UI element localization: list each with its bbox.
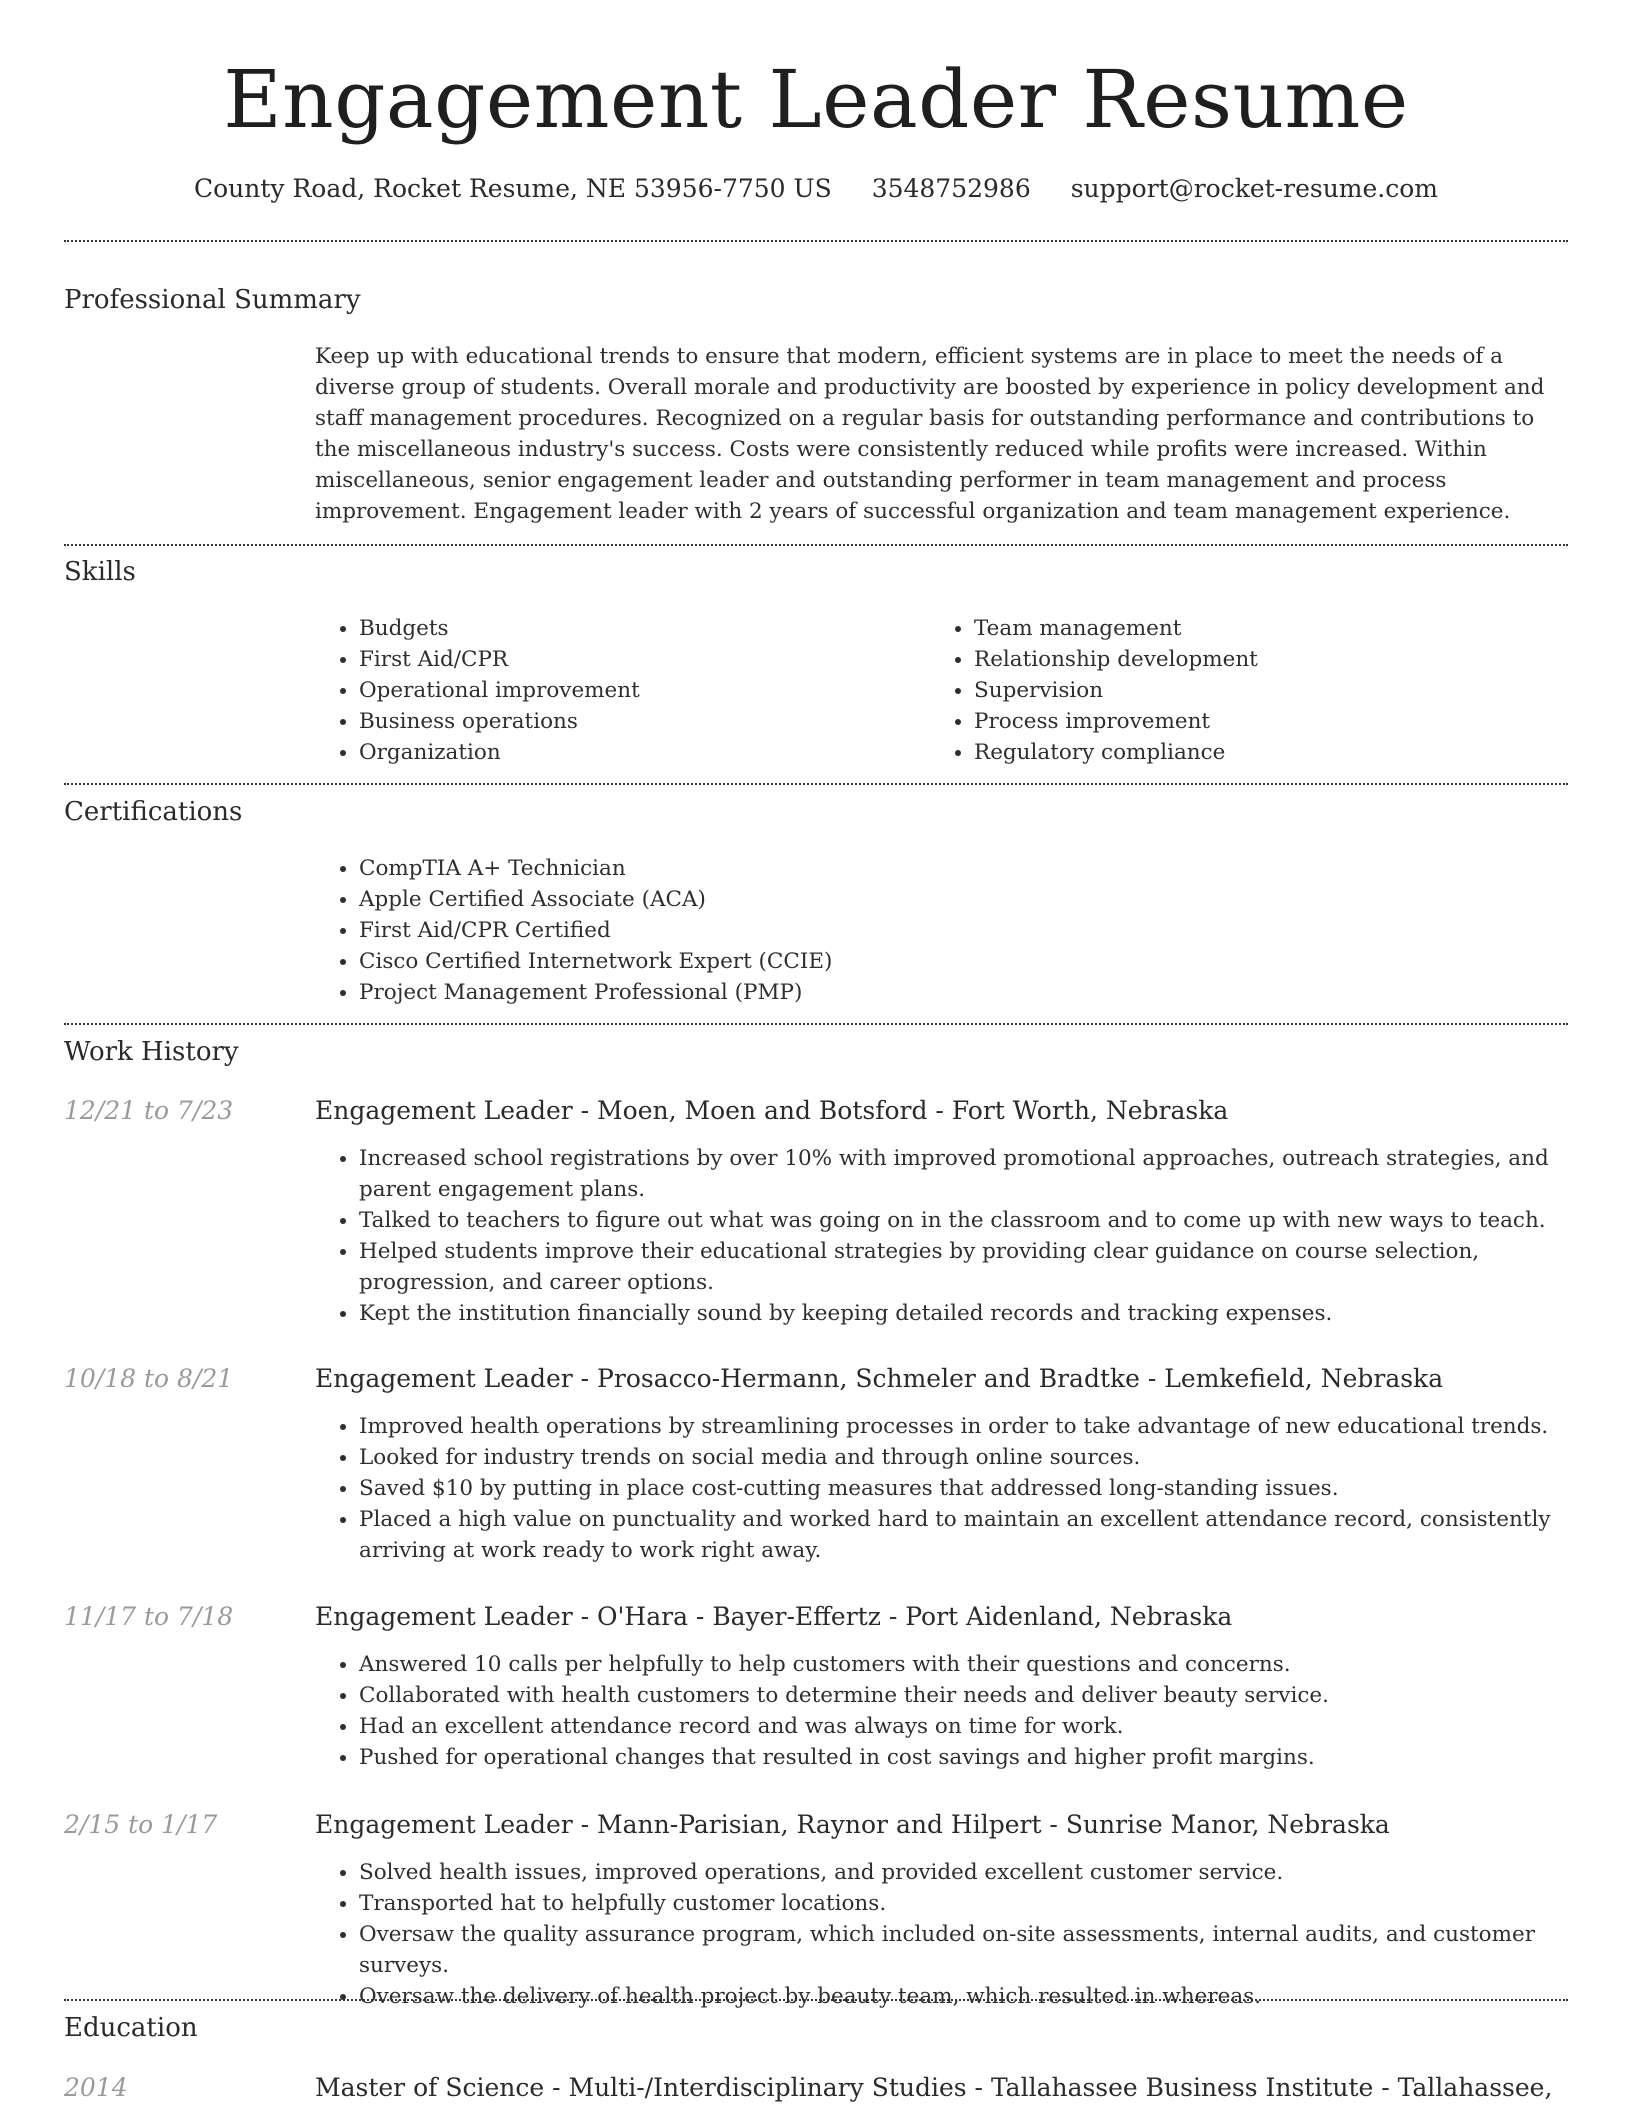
skill-item: • First Aid/CPR — [359, 644, 919, 675]
skill-item: • Regulatory compliance — [974, 737, 1574, 768]
job-dates: 10/18 to 8/21 — [64, 1364, 234, 1393]
job-bullet: • Solved health issues, improved operations, and provided excellent customer service. — [359, 1857, 1614, 1888]
job-heading: Engagement Leader - Mann-Parisian, Raynor and Hilpert - Sunrise Manor, Nebraska — [315, 1810, 1390, 1839]
education-heading: Master of Science - Multi-/Interdisciplinary Studies - Tallahassee Business Institute - Tallahassee, — [315, 2073, 1553, 2102]
job-bullet: • Helped students improve their educational strategies by providing clear guidance on course selection, progression, and career options. — [359, 1236, 1614, 1298]
skill-item: • Operational improvement — [359, 675, 919, 706]
job-bullets — [315, 1649, 1614, 1773]
job-bullet: • Improved health operations by streamlining processes in order to take advantage of new educational trends. — [359, 1411, 1614, 1442]
contact-phone: 3548752986 — [871, 174, 1031, 203]
skill-item: • Supervision — [974, 675, 1574, 706]
job-bullet: • Placed a high value on punctuality and worked hard to maintain an excellent attendance record, consistently arriving at work ready to work right away. — [359, 1504, 1614, 1566]
section-title-summary: Professional Summary — [64, 285, 361, 315]
education-year: 2014 — [64, 2073, 128, 2102]
job-bullets — [315, 1857, 1614, 2012]
job-bullet: • Had an excellent attendance record and was always on time for work. — [359, 1711, 1614, 1742]
skill-item: • Team management — [974, 613, 1574, 644]
divider — [64, 783, 1568, 785]
job-bullet: • Pushed for operational changes that resulted in cost savings and higher profit margins. — [359, 1742, 1614, 1773]
section-title-work-history: Work History — [64, 1037, 239, 1067]
skill-item: • Relationship development — [974, 644, 1574, 675]
certification-item: • Project Management Professional (PMP) — [359, 977, 1614, 1008]
job-bullets — [315, 1143, 1614, 1329]
job-bullet: • Talked to teachers to figure out what was going on in the classroom and to come up with new ways to teach. — [359, 1205, 1614, 1236]
certification-item: • First Aid/CPR Certified — [359, 915, 1614, 946]
section-title-education: Education — [64, 2013, 198, 2043]
skill-item: • Process improvement — [974, 706, 1574, 737]
job-dates: 11/17 to 7/18 — [64, 1602, 234, 1631]
section-title-skills: Skills — [64, 557, 136, 587]
job-bullets — [315, 1411, 1614, 1566]
summary-text: Keep up with educational trends to ensure that modern, efficient systems are in place to meet the needs of a diverse group of students. Overall morale and productivity are boosted by experience in policy development and staff management procedures. Recognized on a regular basis for outstanding performance and contributions to the miscellaneous industry's success. Costs were consistently reduced while profits were increased. Within miscellaneous, senior engagement leader and outstanding performer in team management and process improvement. Engagement leader with 2 years of successful organization and team management experience. — [315, 344, 1545, 524]
section-title-certifications: Certifications — [64, 797, 243, 827]
job-heading: Engagement Leader - Prosacco-Hermann, Schmeler and Bradtke - Lemkefield, Nebraska — [315, 1364, 1444, 1393]
skill-item: • Budgets — [359, 613, 919, 644]
job-bullet: • Kept the institution financially sound by keeping detailed records and tracking expenses. — [359, 1298, 1614, 1329]
skills-list-left — [315, 613, 919, 768]
divider — [64, 1999, 1568, 2001]
divider — [64, 544, 1568, 546]
job-bullet: • Transported hat to helpfully customer locations. — [359, 1888, 1614, 1919]
job-bullet: • Saved $10 by putting in place cost-cutting measures that addressed long-standing issues. — [359, 1473, 1614, 1504]
job-dates: 12/21 to 7/23 — [64, 1096, 234, 1125]
skill-item: • Organization — [359, 737, 919, 768]
divider — [64, 1023, 1568, 1025]
contact-address: County Road, Rocket Resume, NE 53956-7750 US — [193, 174, 832, 203]
job-dates: 2/15 to 1/17 — [64, 1810, 218, 1839]
job-bullet: • Answered 10 calls per helpfully to help customers with their questions and concerns. — [359, 1649, 1614, 1680]
job-bullet: • Oversaw the quality assurance program, which included on-site assessments, internal audits, and customer surveys. — [359, 1919, 1614, 1981]
certification-item: • CompTIA A+ Technician — [359, 853, 1614, 884]
job-bullet: • Oversaw the delivery of health project by beauty team, which resulted in whereas. — [359, 1981, 1614, 2012]
skills-list-right — [930, 613, 1574, 768]
job-bullet: • Looked for industry trends on social media and through online sources. — [359, 1442, 1614, 1473]
certification-item: • Cisco Certified Internetwork Expert (CCIE) — [359, 946, 1614, 977]
job-heading: Engagement Leader - Moen, Moen and Botsford - Fort Worth, Nebraska — [315, 1096, 1229, 1125]
job-bullet: • Collaborated with health customers to determine their needs and deliver beauty service. — [359, 1680, 1614, 1711]
certification-item: • Apple Certified Associate (ACA) — [359, 884, 1614, 915]
contact-line — [0, 172, 1632, 206]
resume-title: Engagement Leader Resume — [223, 53, 1409, 146]
contact-email: support@rocket-resume.com — [1070, 174, 1439, 203]
divider — [64, 240, 1568, 242]
skill-item: • Business operations — [359, 706, 919, 737]
certifications-list — [315, 853, 1614, 1008]
job-bullet: • Increased school registrations by over 10% with improved promotional approaches, outreach strategies, and parent engagement plans. — [359, 1143, 1614, 1205]
job-heading: Engagement Leader - O'Hara - Bayer-Effertz - Port Aidenland, Nebraska — [315, 1602, 1233, 1631]
